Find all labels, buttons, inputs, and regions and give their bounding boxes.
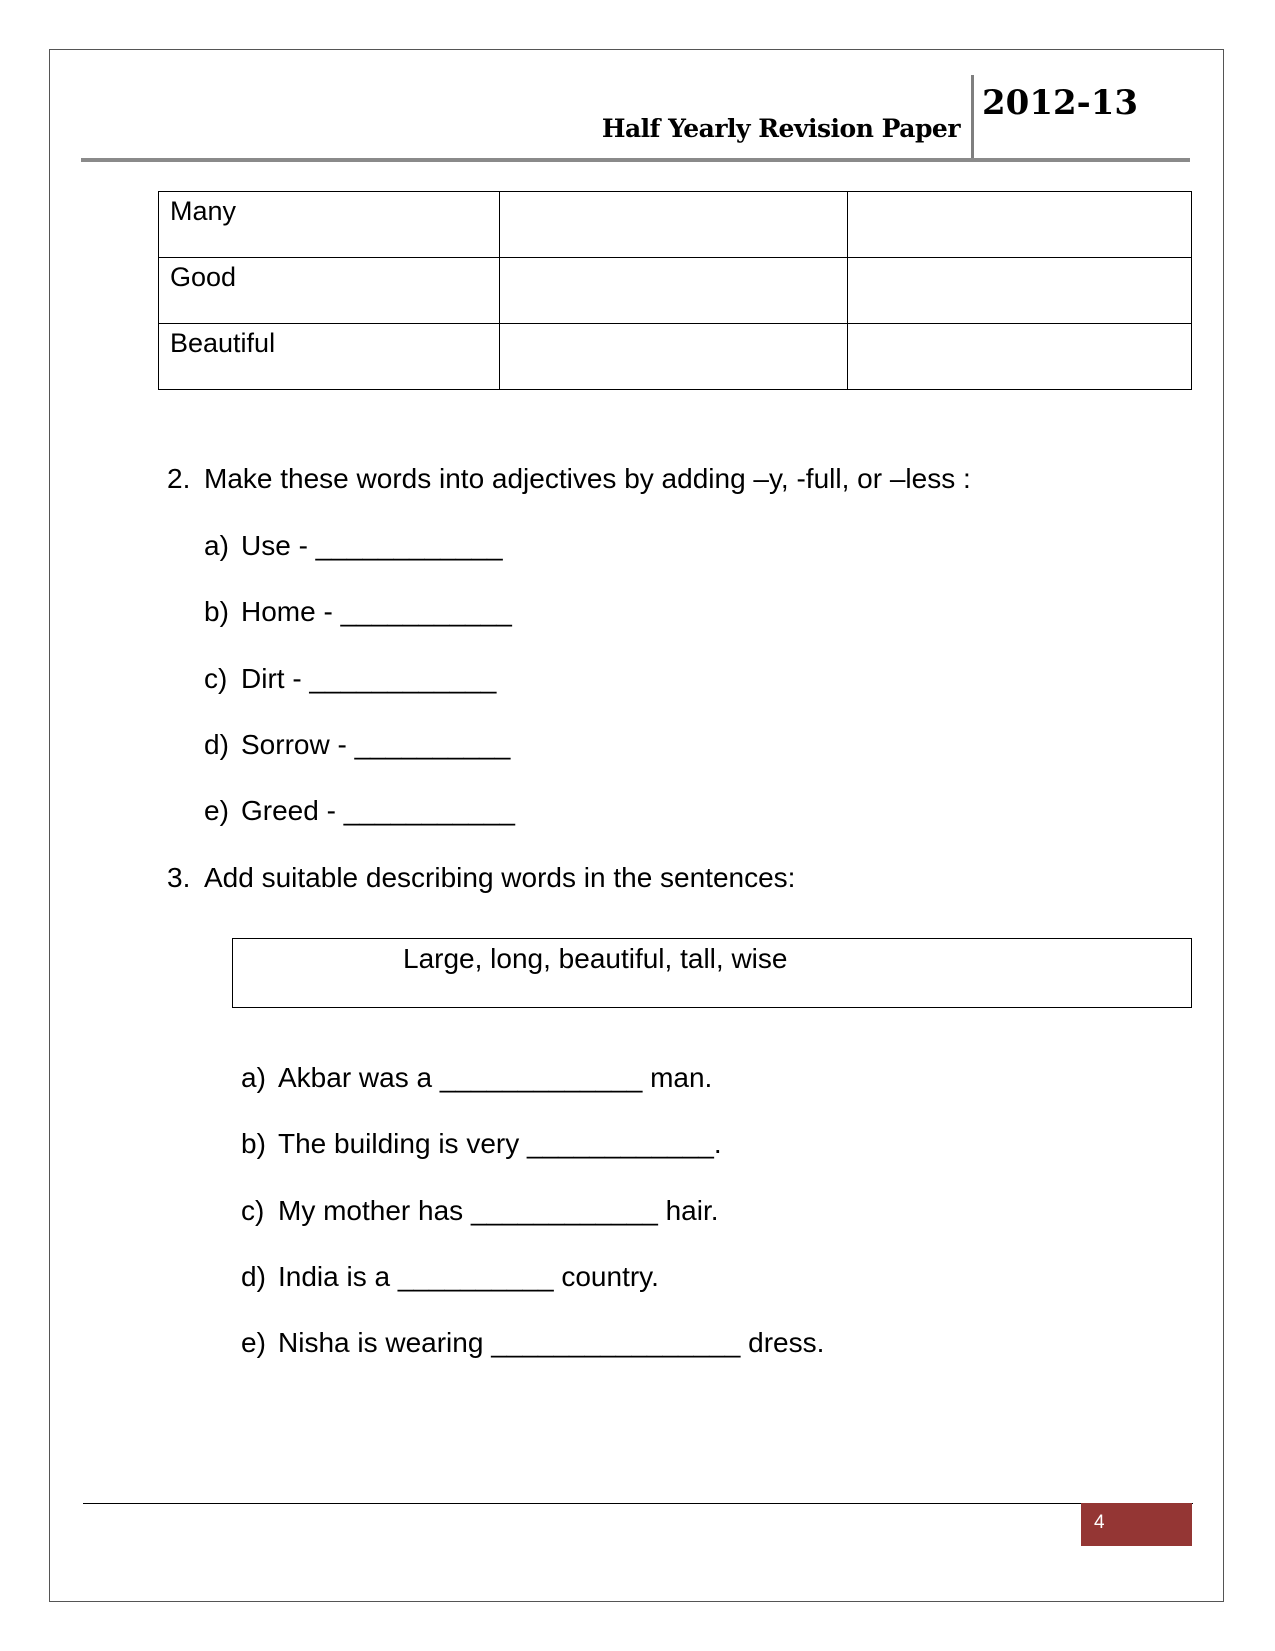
item-label: d) (241, 1261, 266, 1292)
word-box-text: Large, long, beautiful, tall, wise (403, 943, 788, 974)
table-cell-blank[interactable] (848, 258, 1192, 324)
item-label: c) (241, 1195, 265, 1226)
list-item (241, 1327, 824, 1359)
item-label: b) (241, 1128, 266, 1159)
paper-year: 2012-13 (982, 83, 1139, 123)
item-label: d) (204, 729, 229, 760)
header-divider (971, 75, 974, 160)
item-label: c) (204, 663, 228, 694)
question-2 (167, 463, 971, 495)
item-label: e) (204, 795, 229, 826)
table-cell-blank[interactable] (500, 192, 848, 258)
table-row (159, 192, 1192, 258)
list-item (241, 1062, 712, 1094)
item-text: Use - ____________ (241, 530, 503, 561)
list-item (241, 1261, 659, 1293)
item-text: Home - ___________ (241, 596, 512, 627)
adjective-degree-table (158, 191, 1192, 390)
paper-title: Half Yearly Revision Paper (601, 114, 960, 143)
question-number: 3. (167, 862, 191, 893)
item-text: My mother has ____________ hair. (278, 1195, 719, 1226)
list-item (204, 795, 515, 827)
item-text: India is a __________ country. (278, 1261, 659, 1292)
list-item (204, 596, 512, 628)
question-number: 2. (167, 463, 191, 494)
item-text: Dirt - ____________ (241, 663, 497, 694)
item-text: The building is very ____________. (278, 1128, 722, 1159)
item-label: b) (204, 596, 229, 627)
question-3 (167, 862, 795, 894)
item-text: Akbar was a _____________ man. (278, 1062, 713, 1093)
item-text: Sorrow - __________ (241, 729, 511, 760)
item-label: a) (204, 530, 229, 561)
table-cell-blank[interactable] (500, 324, 848, 390)
item-label: e) (241, 1327, 266, 1358)
question-prompt: Add suitable describing words in the sentences: (204, 862, 796, 893)
item-text: Nisha is wearing ________________ dress. (278, 1327, 825, 1358)
table-cell: Many (159, 192, 500, 258)
question-prompt: Make these words into adjectives by adding –y, -full, or –less : (204, 463, 971, 494)
header-rule (81, 158, 1190, 162)
table-cell: Good (159, 258, 500, 324)
list-item (241, 1195, 719, 1227)
list-item (204, 729, 510, 761)
list-item (241, 1128, 722, 1160)
table-row (159, 324, 1192, 390)
list-item (204, 530, 503, 562)
table-cell-blank[interactable] (848, 192, 1192, 258)
footer-rule (83, 1503, 1193, 1504)
table-cell-blank[interactable] (848, 324, 1192, 390)
item-label: a) (241, 1062, 266, 1093)
table-cell: Beautiful (159, 324, 500, 390)
table-row (159, 258, 1192, 324)
item-text: Greed - ___________ (241, 795, 515, 826)
list-item (204, 663, 496, 695)
page-number: 4 (1094, 1512, 1105, 1533)
table-cell-blank[interactable] (500, 258, 848, 324)
